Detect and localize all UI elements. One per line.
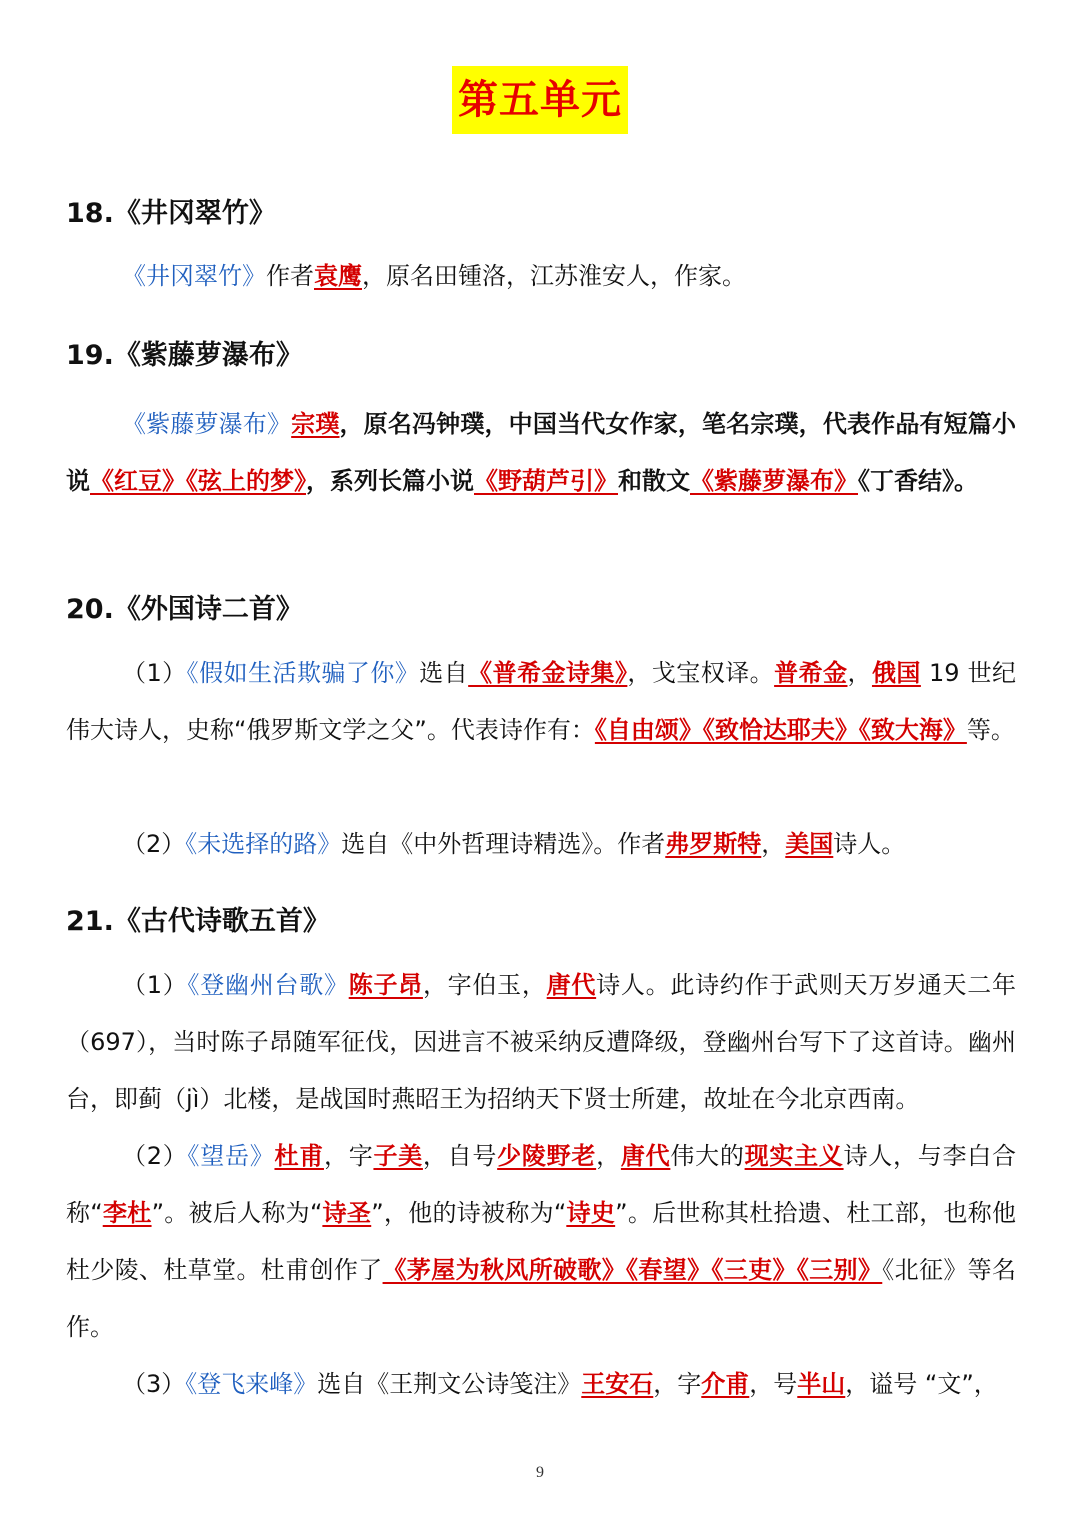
paragraph-20-1 bbox=[66, 645, 1016, 759]
text: ，戈宝权译。 bbox=[627, 659, 775, 687]
answer: 《茅屋为秋风所破歌》《春望》《三吏》《三别》 bbox=[382, 1256, 883, 1284]
answer: 普希金 bbox=[774, 659, 848, 687]
answer: 半山 bbox=[797, 1370, 846, 1398]
text: ，字 bbox=[653, 1370, 702, 1398]
text: ，原名田锺洛，江苏淮安人，作家。 bbox=[362, 262, 746, 290]
paragraph-19-1 bbox=[66, 396, 1016, 510]
text: （3） bbox=[122, 1370, 186, 1398]
text: 和散文 bbox=[618, 467, 690, 495]
text: （1） bbox=[122, 659, 187, 687]
answer: 唐代 bbox=[620, 1142, 671, 1170]
text-title: 《假如生活欺骗了你》 bbox=[186, 659, 420, 687]
text: （1） bbox=[122, 971, 188, 999]
text: 选自《王荆文公诗笺注》 bbox=[317, 1370, 582, 1398]
text: ，谥号 “文”， bbox=[845, 1370, 998, 1398]
answer: 陈子昂 bbox=[348, 971, 423, 999]
heading-19: 19.《紫藤萝瀑布》 bbox=[66, 340, 303, 371]
text: ， bbox=[761, 830, 786, 858]
text: 诗人。 bbox=[833, 830, 906, 858]
answer: 介甫 bbox=[701, 1370, 750, 1398]
answer: 俄国 bbox=[871, 659, 921, 687]
text: ，系列长篇小说 bbox=[306, 467, 474, 495]
answer: 现实主义 bbox=[744, 1142, 844, 1170]
answer: 李杜 bbox=[102, 1199, 152, 1227]
answer: 杜甫 bbox=[274, 1142, 324, 1170]
text: ，字伯玉， bbox=[422, 971, 547, 999]
text: 《丁香结》。 bbox=[858, 467, 978, 495]
text: 19 世纪伟大诗人，史称“俄罗斯文学之父”。代表诗作有： bbox=[66, 659, 1017, 744]
heading-21: 21.《古代诗歌五首》 bbox=[66, 906, 330, 937]
text: 选自《中外哲理诗精选》。作者 bbox=[341, 830, 666, 858]
text: ，自号 bbox=[422, 1142, 498, 1170]
text: 等。 bbox=[966, 716, 1015, 744]
text: ”，他的诗被称为“ bbox=[371, 1199, 567, 1227]
text-title: 《未选择的路》 bbox=[185, 830, 342, 858]
heading-18: 18.《井冈翠竹》 bbox=[66, 198, 276, 229]
answer: 宗璞 bbox=[291, 410, 340, 438]
answer: 《紫藤萝瀑布》 bbox=[690, 467, 858, 495]
paragraph-21-1 bbox=[66, 957, 1016, 1128]
answer: 王安石 bbox=[581, 1370, 654, 1398]
paragraph-21-2 bbox=[66, 1128, 1016, 1356]
text-title: 《登飞来峰》 bbox=[185, 1370, 318, 1398]
answer: 少陵野老 bbox=[497, 1142, 597, 1170]
answer: 诗圣 bbox=[322, 1199, 372, 1227]
text-title: 《望岳》 bbox=[187, 1142, 275, 1170]
answer: 诗史 bbox=[566, 1199, 616, 1227]
text-title: 《紫藤萝瀑布》 bbox=[122, 410, 292, 438]
answer: 美国 bbox=[785, 830, 834, 858]
text-title: 《登幽州台歌》 bbox=[187, 971, 349, 999]
heading-20: 20.《外国诗二首》 bbox=[66, 594, 303, 625]
page-title-wrap bbox=[0, 66, 1080, 134]
text: ，原名冯钟璞，中国当代女作家，笔名宗璞，代表作品有短篇小说 bbox=[66, 410, 1017, 495]
text: ， bbox=[847, 659, 872, 687]
text: ”。后世称其杜拾遗、杜工部，也称他杜少陵、杜草堂。杜甫创作了 bbox=[66, 1199, 1017, 1284]
answer: 弗罗斯特 bbox=[665, 830, 762, 858]
text: 诗人，与李白合称“ bbox=[66, 1142, 1017, 1227]
answer: 《普希金诗集》 bbox=[468, 659, 628, 687]
text: 诗人。此诗约作于武则天万岁通天二年（697），当时陈子昂随军征伐，因进言不被采纳反遭降级，登幽州台写下了这首诗。幽州台，即蓟（jì）北楼，是战国时燕昭王为招纳天下贤士所建，故址在今北京西南。 bbox=[66, 971, 1017, 1113]
text-title: 《井冈翠竹》 bbox=[122, 262, 266, 290]
page-number: 9 bbox=[536, 1464, 544, 1481]
answer: 袁鹰 bbox=[314, 262, 362, 290]
text: （2） bbox=[122, 1142, 188, 1170]
answer: 唐代 bbox=[546, 971, 597, 999]
answer: 《自由颂》《致恰达耶夫》《致大海》 bbox=[594, 716, 967, 744]
text: 《北征》等名作。 bbox=[66, 1256, 1017, 1341]
answer: 《野葫芦引》 bbox=[474, 467, 618, 495]
text: 伟大的 bbox=[670, 1142, 745, 1170]
text: ， bbox=[596, 1142, 621, 1170]
paragraph-18-1 bbox=[66, 248, 1016, 305]
page-title: 第五单元 bbox=[452, 66, 628, 134]
text: 选自 bbox=[419, 659, 469, 687]
paragraph-20-2 bbox=[66, 816, 1016, 873]
text: ，字 bbox=[323, 1142, 374, 1170]
text: 作者 bbox=[266, 262, 314, 290]
answer: 《红豆》《弦上的梦》 bbox=[90, 467, 306, 495]
paragraph-21-3 bbox=[66, 1356, 1016, 1413]
text: （2） bbox=[122, 830, 186, 858]
text: ”。被后人称为“ bbox=[151, 1199, 323, 1227]
text: ，号 bbox=[749, 1370, 798, 1398]
answer: 子美 bbox=[373, 1142, 423, 1170]
